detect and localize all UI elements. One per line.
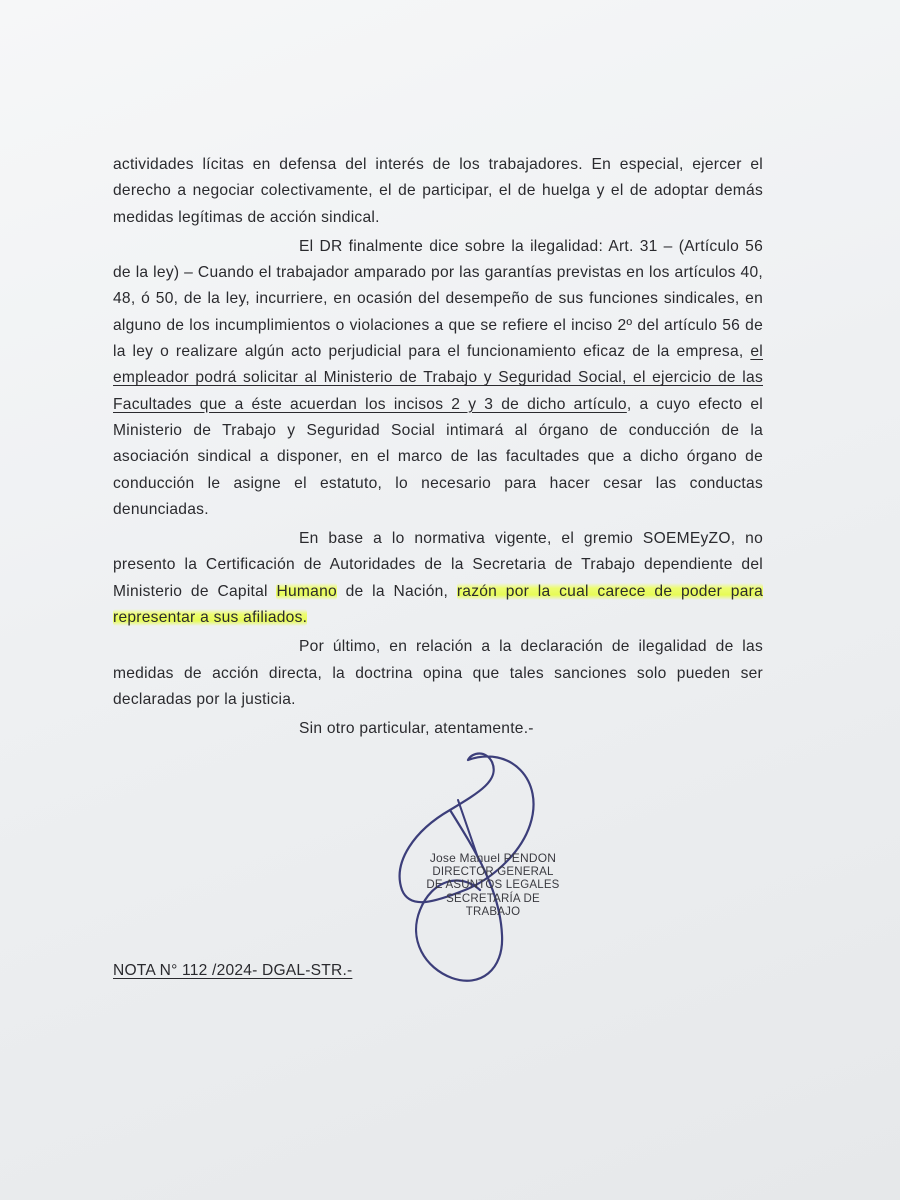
highlighted-passage-2: representar a sus afiliados. bbox=[113, 609, 308, 627]
stamp-line-1: DIRECTOR GENERAL bbox=[432, 865, 554, 878]
closing-line: Sin otro particular, atentamente.- bbox=[299, 720, 534, 737]
document-body bbox=[113, 152, 763, 716]
note-reference: NOTA N° 112 /2024- DGAL-STR.- bbox=[113, 962, 353, 979]
paragraph-1 bbox=[113, 152, 763, 231]
highlighted-word: Humano bbox=[276, 582, 337, 600]
stamp-line-3: SECRETARÍA DE TRABAJO bbox=[446, 892, 540, 918]
paragraph-4-text: Por último, en relación a la declaración de ilegalidad de las medidas de acción directa, la doctrina opina que tales sanciones solo pueden ser declaradas por la justicia. bbox=[113, 638, 763, 708]
paragraph-3-text-b: de la Nación, bbox=[336, 582, 457, 600]
paragraph-1-text: actividades lícitas en defensa del interés de los trabajadores. En especial, ejercer el derecho a negociar colectivamente, el de participar, el de huelga y el de adoptar demás medidas legítimas de acción sindical. bbox=[113, 156, 763, 226]
paragraph-4 bbox=[113, 634, 763, 713]
paragraph-2 bbox=[113, 234, 763, 523]
stamp-name: Jose Manuel PENDON bbox=[429, 851, 557, 865]
paragraph-2-text-a: El DR finalmente dice sobre la ilegalidad: Art. 31 – (Artículo 56 de la ley) – Cuando el trabajador amparado por las garantías previstas en los artículos 40, 48, ó 50, de la ley, incurriere, en ocasión del desempeño de sus funciones sindicales, en alguno de los incumplimientos o violaciones a que se refiere el inciso 2º del artículo 56 de la ley o realizare algún acto perjudicial para el funcionamiento eficaz de la empresa, bbox=[113, 237, 763, 361]
highlighted-passage: razón por la cual carece de poder para bbox=[456, 582, 764, 600]
official-stamp bbox=[418, 852, 568, 920]
stamp-line-2: DE ASUNTOS LEGALES bbox=[426, 879, 560, 891]
paragraph-3-text-a: En base a lo normativa vigente, el gremio SOEMEyZO, no presento la Certificación de Autoridades de la Secretaria de Trabajo dependiente del Ministerio de Capital bbox=[113, 530, 763, 600]
paragraph-2-text-b: , a cuyo efecto el Ministerio de Trabajo y Seguridad Social intimará al órgano de conducción de la asociación sindical a disponer, en el marco de las facultades que a dicho órgano de conducción le asigne el estatuto, lo necesario para hacer cesar las conductas denunciadas. bbox=[113, 395, 764, 518]
underlined-passage: el empleador podrá solicitar al Ministerio de Trabajo y Seguridad Social, el ejercicio de las Facultades que a éste acuerdan los incisos 2 y 3 de dicho artículo bbox=[113, 343, 763, 413]
paragraph-3 bbox=[113, 526, 763, 631]
